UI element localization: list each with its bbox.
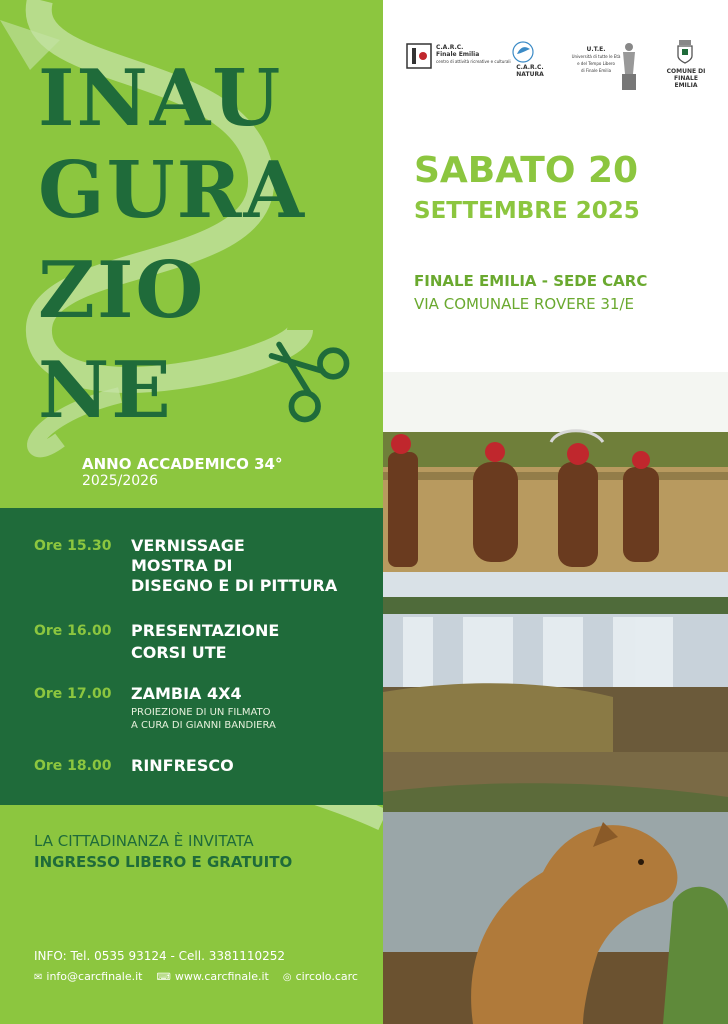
schedule-event-line: RINFRESCO xyxy=(131,756,234,775)
schedule-event-sub: PROIEZIONE DI UN FILMATO xyxy=(131,707,271,718)
logo-bar: C.A.R.C. Finale Emilia centro di attività ricreative e culturali C.A.R.C. NATURA U.T.E. Università di tutte le Età e del Tempo Libero di Finale Emilia COMUNE DI FINALE EMILIA xyxy=(400,40,720,90)
bird-icon xyxy=(510,40,536,64)
academic-year-label: ANNO ACCADEMICO 34° xyxy=(82,455,283,473)
schedule-event-line: CORSI UTE xyxy=(131,643,227,662)
event-month: SETTEMBRE 2025 xyxy=(414,198,640,224)
schedule-time: Ore 16.00 xyxy=(34,623,112,639)
contact-email[interactable]: ✉ info@carcfinale.it xyxy=(34,970,143,983)
statue-icon xyxy=(618,40,640,92)
event-address: VIA COMUNALE ROVERE 31/E xyxy=(414,295,634,313)
schedule-time: Ore 15.30 xyxy=(34,538,112,554)
mail-icon: ✉ xyxy=(34,972,43,983)
schedule-event-line: VERNISSAGE xyxy=(131,536,245,555)
logo-carc: C.A.R.C. Finale Emilia centro di attività ricreative e culturali xyxy=(406,40,432,74)
coat-of-arms-icon xyxy=(676,40,694,64)
title-line-4: NE xyxy=(38,345,173,436)
scissors-icon xyxy=(262,335,357,430)
photo-waterfall xyxy=(383,572,728,752)
event-place: FINALE EMILIA - SEDE CARC xyxy=(414,272,648,290)
title-line-2: GURA xyxy=(38,145,306,236)
schedule-time: Ore 18.00 xyxy=(34,758,112,774)
carc-emblem-icon xyxy=(406,40,432,70)
contact-web[interactable]: ⌨ www.carcfinale.it xyxy=(156,970,269,983)
schedule-event-line: MOSTRA DI xyxy=(131,556,233,575)
contacts-row xyxy=(34,970,358,983)
photo-lioness xyxy=(383,752,728,1024)
schedule-event-line: DISEGNO E DI PITTURA xyxy=(131,576,338,595)
web-icon: ⌨ xyxy=(156,972,171,983)
free-entry-line: INGRESSO LIBERO E GRATUITO xyxy=(34,853,293,871)
instagram-icon: ◎ xyxy=(282,972,292,983)
schedule-time: Ore 17.00 xyxy=(34,686,112,702)
schedule-event-line: ZAMBIA 4X4 xyxy=(131,684,242,703)
academic-years: 2025/2026 xyxy=(82,473,158,489)
invite-line: LA CITTADINANZA È INVITATA xyxy=(34,832,254,850)
logo-carc-natura: C.A.R.C. NATURA xyxy=(510,40,536,68)
event-date: SABATO 20 xyxy=(414,150,639,191)
photo-dancers xyxy=(383,372,728,572)
schedule-event-line: PRESENTAZIONE xyxy=(131,621,280,640)
schedule-box xyxy=(0,508,383,805)
contact-social[interactable]: ◎ circolo.carc xyxy=(282,970,358,983)
title-line-1: INAU xyxy=(38,53,283,144)
contact-phone: INFO: Tel. 0535 93124 - Cell. 3381110252 xyxy=(34,949,286,963)
title-line-3: ZIO xyxy=(38,245,206,336)
schedule-event-sub: A CURA DI GIANNI BANDIERA xyxy=(131,720,276,731)
